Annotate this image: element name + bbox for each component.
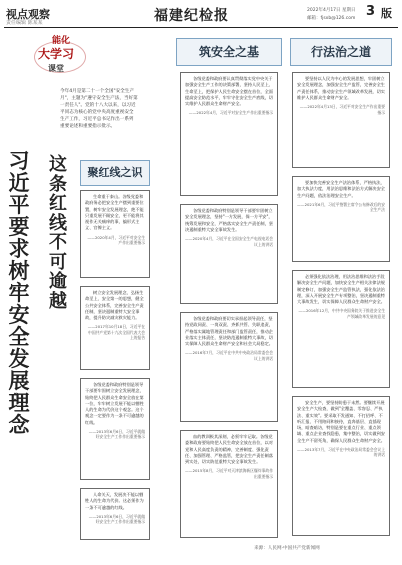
article-body: 要加快完善安全生产法治体系，严格执法，加大执法力度，用法治思维和法治方式解决安全生产问题，依法治理安全生产。 — [297, 180, 385, 198]
newspaper-name: 福建纪检报 — [154, 8, 229, 24]
logo-line-1: 能化 — [52, 36, 71, 46]
article-source: ——2013年6月6日，习近平就做好安全生产工作作出重要指示 — [88, 429, 145, 440]
article-body: 生命重于泰山。各级党委和政府务必把安全生产摆到重要位置，树牢安全发展理念，绝不能只重发展不顾安全，更不能将其视作无关痛痒的事，搞形式主义、官僚主义。 — [85, 194, 144, 231]
article-source: ——2016年7月，习近平在中共中央政治局常委会会议上的讲话 — [185, 350, 274, 361]
article-box — [80, 286, 150, 370]
logo-line-3: 课堂 — [48, 64, 64, 73]
contact-email: 邮箱：fjsxb@126.com — [307, 16, 356, 21]
article-body: 人命关天，发展决不能以牺牲人的生命为代价。这必须作为一条不可逾越的红线。 — [85, 492, 144, 510]
logo-line-2: 大学习 — [38, 47, 75, 61]
column-logo — [32, 33, 88, 83]
article-box — [180, 430, 278, 538]
issue-date: 2022年4月17日 星期日 — [307, 8, 356, 13]
page-footer-source: 来源：人民网·中国共产党新闻网 — [254, 546, 320, 551]
page-header — [0, 0, 402, 28]
page-label: 版 — [381, 7, 392, 20]
banner-rule-of-law: 行法治之道 — [290, 38, 392, 66]
article-box — [292, 176, 390, 262]
main-headline: 习近平要求树牢安全发展理念 — [8, 148, 30, 437]
article-body: 要坚持以人民为中心的发展思想，牢固树立安全发展理念，加强安全生产监管，完善安全生产责任体系，推动安全生产领域改革发展，切实维护人民群众生命财产安全。 — [297, 76, 385, 100]
article-source: ——2020年4月，习近平对安全生产作出重要指示 — [87, 234, 145, 246]
intro-paragraph: 今年4月是第二十一个全国"安全生产月"，主题为"遵守安全生产法，当好第一责任人"。党的十八大以来，以习近平同志为核心的党中央高度重视安全生产工作，习近平总书记作出一系列重要论述和重要指示批示。 — [60, 89, 138, 129]
article-body: 必须强化依法治理，用法治思维和法治手段解决安全生产问题，加快安全生产相关法律法规制定修订，加强安全生产监管执法，强化依法治理，深入开展安全生产专项整治，坚决遏制重特大事故发生，切实保障人民群众生命财产安全。 — [297, 274, 385, 305]
article-box — [80, 488, 150, 540]
header-rule — [4, 27, 398, 28]
article-body: 血的教训极其深刻，必须牢牢记取。各级党委和政府要始终把人民生命安全放在首位，以对党和人民高度负责的精神，完善制度、强化责任、加强管理、严格监管，把安全生产责任制落到实处，切实防范重特大安全事故发生。 — [185, 434, 273, 465]
article-body: 各级党委和政府要认真贯彻落实党中央关于加强安全生产工作的决策部署，坚持人民至上、生命至上，把保护人民生命安全摆在首位，全面提高安全防范水平，牢牢守住安全生产底线，切实维护人民群众生命财产安全。 — [185, 76, 273, 107]
article-source: ——2016年12月，中共中央国务院关于推进安全生产领域改革发展的意见 — [298, 308, 385, 319]
article-box — [180, 204, 278, 304]
article-box — [292, 270, 390, 388]
article-source: ——2020年4月，习近平在全国安全生产电视电话会议上的讲话 — [185, 236, 274, 247]
article-source: ——2022年4月，习近平对安全生产作出重要指示 — [188, 110, 273, 116]
article-source: ——2013年6月6日，习近平就做好安全生产工作作出重要指示 — [88, 513, 145, 525]
banner-red-line: 聚红线之识 — [80, 160, 150, 186]
article-body: 树立安全发展理念，弘扬生命至上、安全第一的思想，健全公共安全体系，完善安全生产责任制，坚决遏制重特大安全事故，提升防灾减灾救灾能力。 — [85, 290, 144, 321]
article-source: ——2015年8月，习近平对天津滨海新区爆炸事故作出重要指示 — [185, 468, 274, 479]
article-body: 安全生产，要坚持防患于未然。要继续开展安全生产大检查，做到"全覆盖、零容忍、严执法、重实效"。要采取不发通知、不打招呼、不听汇报、不用陪同和接待，直奔基层、直插现场，暗查暗访，特别是要在重点行业、重点领域、重点企业查找隐患，集中整治，切实做到安全生产不留死角，确保人民群众生命财产安全。 — [297, 400, 385, 443]
article-source: ——2013年7月，习近平在中央政治局常委会会议上的讲话 — [297, 447, 386, 458]
page-number: 3 — [366, 4, 376, 19]
article-body: 各级党委和政府特别是领导干部要牢固树立安全发展理念，坚持"一方发展，保一方平安"，统筹发展和安全，严格落实安全生产责任制，坚决遏制重特大安全事故发生。 — [185, 208, 273, 232]
article-box — [80, 190, 150, 278]
sub-headline: 这条红线不可逾越 — [49, 154, 67, 312]
article-body: 各级党委和政府要切实承担起领导责任，坚持党政同责、一岗双责、齐抓共管、失职追责，严格落实属地管理责任和部门监管责任，推动企业落实主体责任，坚决防范遏制重特大事故，切实保障人民群众生命财产安全和社会大局稳定。 — [185, 316, 273, 347]
article-source: ——2022年4月13日，习近平对安全生产作出重要指示 — [299, 104, 385, 115]
article-source: ——2017年10月18日，习近平在中国共产党第十九次全国代表大会上的报告 — [87, 324, 145, 341]
article-box — [292, 72, 390, 168]
article-body: 各级党委和政府特别是领导干部要牢固树立安全发展理念，始终把人民群众生命安全放在第一位，牢牢树立发展不能以牺牲人的生命为代价这个观念。这个观念一定要作为一条不可逾越的红线。 — [85, 382, 144, 425]
banner-safety-base: 筑安全之基 — [176, 38, 282, 66]
article-box — [80, 378, 150, 480]
section-title: 视点观察 — [6, 8, 50, 21]
article-box — [292, 396, 390, 536]
section-editor: 责任编辑 陈某某 — [6, 20, 43, 26]
article-source: ——2021年6月，习近平签署主席令公布修改后的安全生产法 — [297, 201, 386, 213]
article-box — [180, 72, 278, 196]
article-box — [180, 312, 278, 422]
